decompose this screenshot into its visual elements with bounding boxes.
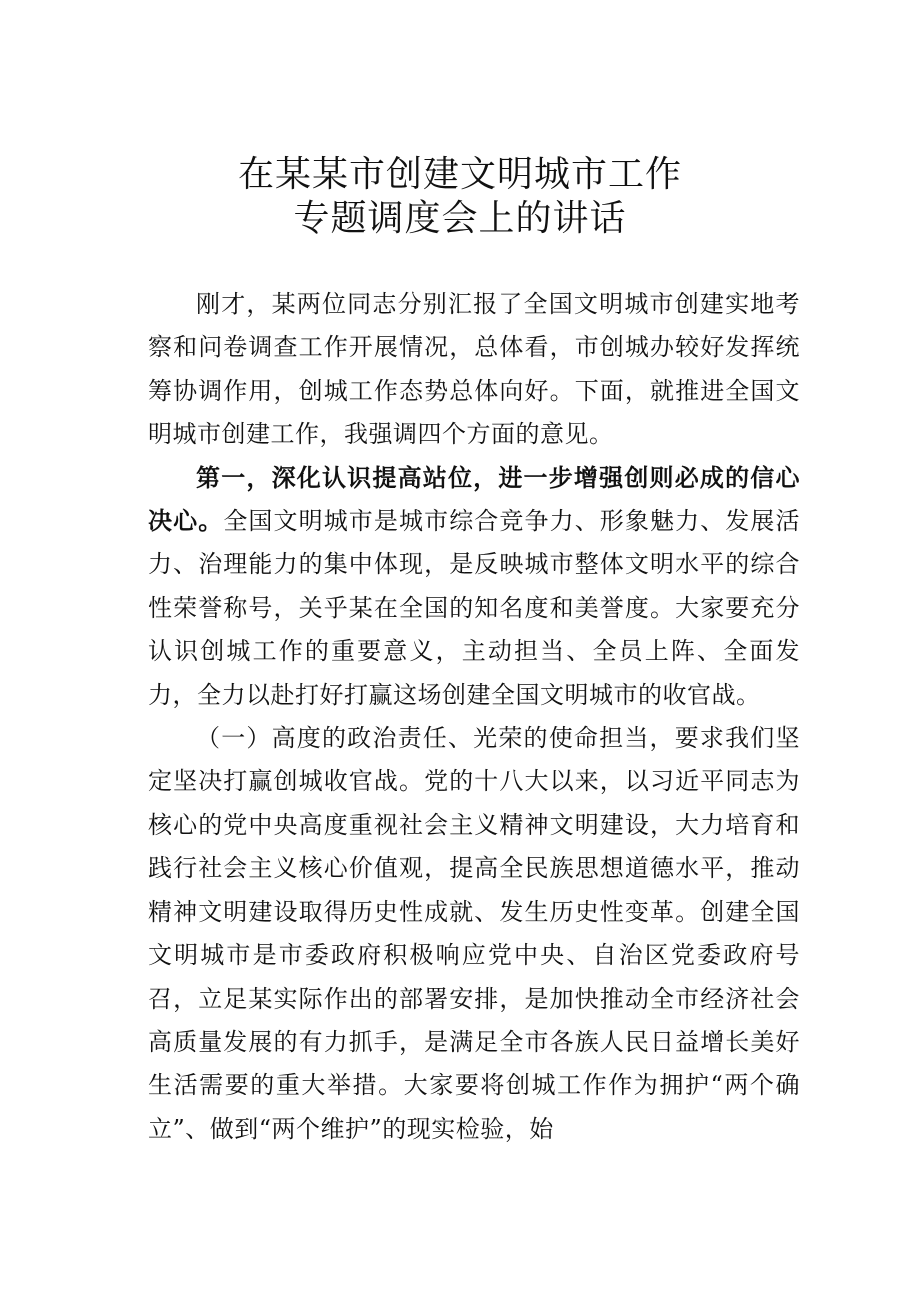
paragraph-text: 刚才，某两位同志分别汇报了全国文明城市创建实地考察和问卷调查工作开展情况，总体看，市创城办较好发挥统筹协调作用，创城工作态势总体向好。下面，就推进全国文明城市创建工作，我强调四个方面的意见。 [148,290,800,449]
document-title-line-1: 在某某市创建文明城市工作 [237,154,682,195]
document-title-line-2: 专题调度会上的讲话 [293,198,627,239]
paragraph-text: 全国文明城市是城市综合竞争力、形象魅力、发展活力、治理能力的集中体现，是反映城市整体文明水平的综合性荣誉称号，关乎某在全国的知名度和美誉度。大家要充分认识创城工作的重要意义，主动担当、全员上阵、全面发力，全力以赴打好打赢这场创建全国文明城市的收官战。 [148,507,801,709]
paragraph-text: （一）高度的政治责任、光荣的使命担当，要求我们坚定坚决打赢创城收官战。党的十八大以来，以习近平同志为核心的党中央高度重视社会主义精神文明建设，大力培育和践行社会主义核心价值观，提高全民族思想道德水平，推动精神文明建设取得历史性成就、发生历史性变革。创建全国文明城市是市委政府积极响应党中央、自治区党委政府号召，立足某实际作出的部署安排，是加快推动全市经济社会高质量发展的有力抓手，是满足全市各族人民日益增长美好生活需要的重大举措。大家要将创城工作作为拥护“两个确立”、做到“两个维护”的现实检验，始 [148,724,800,1143]
paragraph-subpoint-one [148,717,800,1151]
paragraph-point-one [148,457,800,717]
paragraph-intro [148,283,800,457]
paragraph-heading: 第一，深化认识提高站位，进一步增强创则必成的信心决心。 [148,463,800,536]
document-body [148,283,800,1151]
